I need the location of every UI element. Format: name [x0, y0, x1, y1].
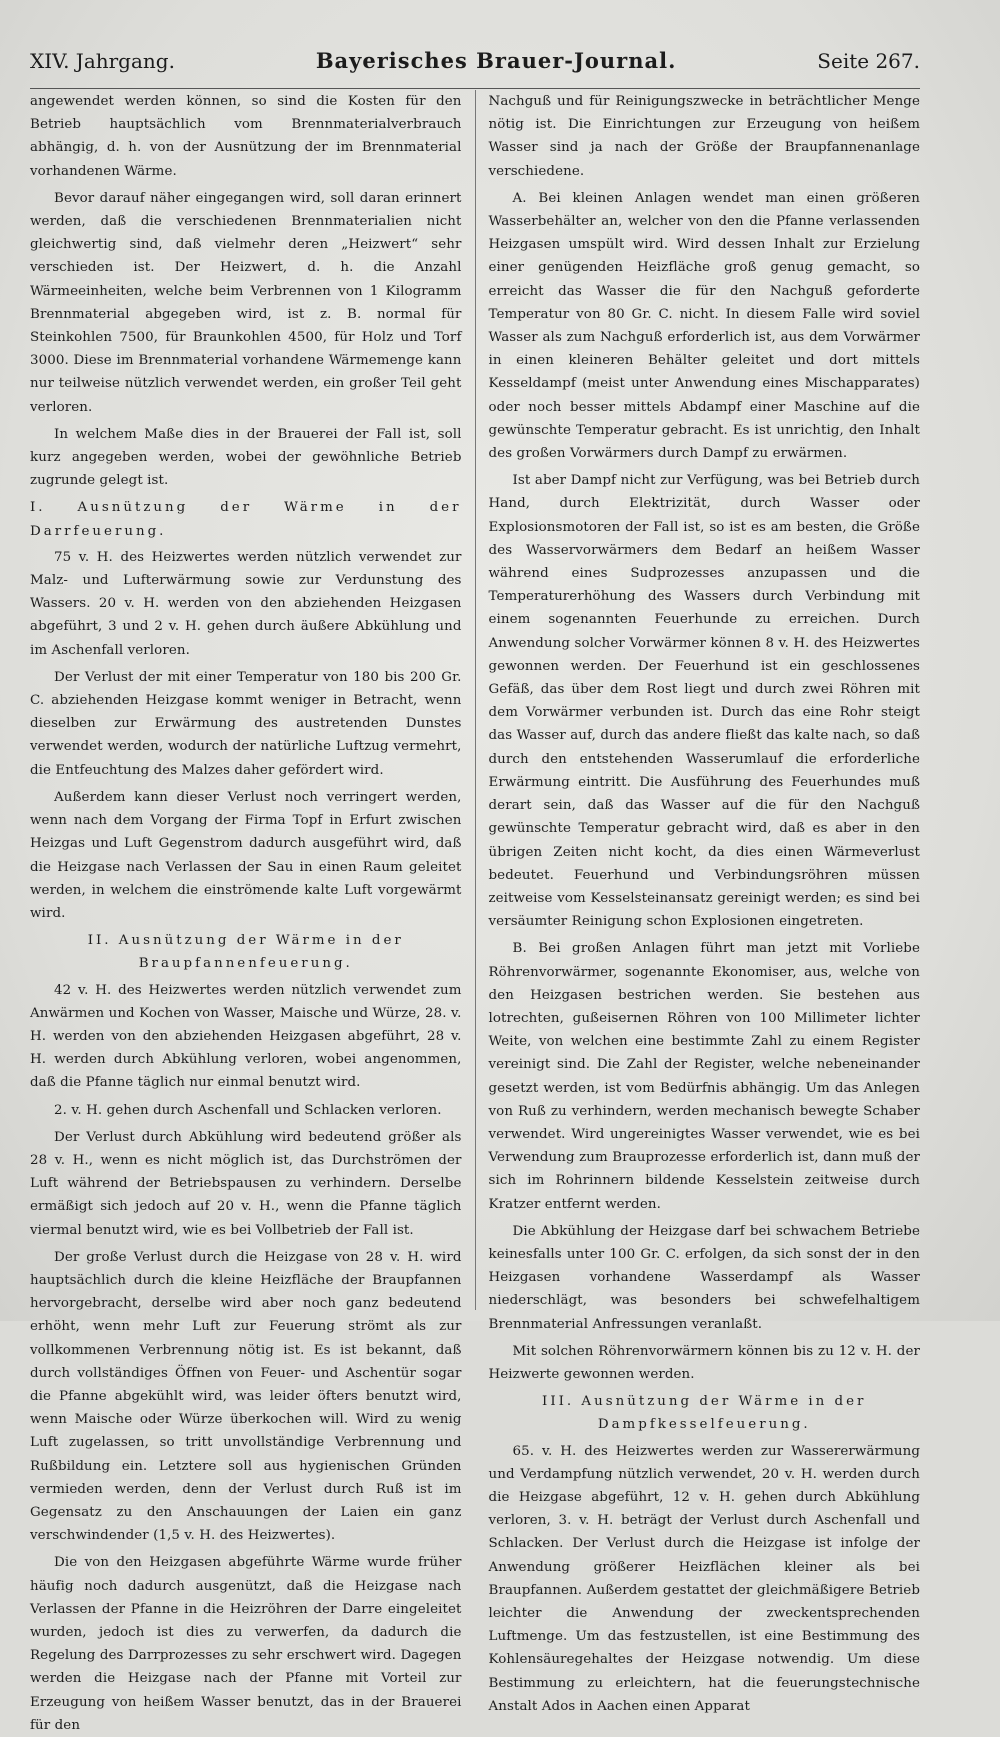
left-column: [30, 90, 475, 1733]
paragraph: 42 v. H. des Heizwertes werden nützlich verwendet zum Anwärmen und Kochen von Wasser, Maische und Würze, 28. v. H. werden von den abziehenden Heizgasen abgeführt, 28 v. H. werden durch Abkühlung verloren, wobei angenommen, daß die Pfanne täglich nur einmal benutzt wird.: [30, 982, 462, 1091]
heading-line: Braupfannenfeuerung.: [138, 956, 353, 972]
paragraph: Außerdem kann dieser Verlust noch verringert werden, wenn nach dem Vorgang der Firma Topf in Erfurt zwischen Heizgas und Luft Gegenstrom dadurch ausgeführt wird, daß die Heizgase nach Verlassen der Sau in einen Raum geleitet werden, in welchem die einströmende kalte Luft vorgewärmt wird.: [30, 789, 462, 921]
journal-title: Bayerisches Brauer-Journal.: [315, 48, 677, 73]
page-header: [30, 48, 920, 89]
paragraph: Bevor darauf näher eingegangen wird, soll daran erinnert werden, daß die verschiedenen Brennmaterialien nicht gleichwertig sind, daß vielmehr deren „Heizwert“ sehr verschieden ist. Der Heizwert, d. h. die Anzahl Wärmeeinheiten, welche beim Verbrennen von 1 Kilogramm Brennmaterial abgegeben wird, ist z. B. normal für Steinkohlen 7500, für Braunkohlen 4500, für Holz und Torf 3000. Diese im Brennmaterial vorhandene Wärmemenge kann nur teilweise nützlich verwendet werden, ein großer Teil geht verloren.: [30, 190, 462, 415]
heading-line: Dampfkesselfeuerung.: [597, 1417, 811, 1433]
paragraph: Der große Verlust durch die Heizgase von 28 v. H. wird hauptsächlich durch die kleine Heizfläche der Braupfannen hervorgebracht, derselbe wird aber noch ganz bedeutend erhöht, wenn mehr Luft zur Feuerung strömt als zur vollkommenen Verbrennung nötig ist. Es ist bekannt, daß durch vollständiges Öffnen von Feuer- und Aschentür sogar die Pfanne abgekühlt wird, was leider öfters benutzt wird, wenn Maische oder Würze überkochen will. Wird zu wenig Luft zugelassen, so tritt unvollständige Verbrennung und Rußbildung ein. Letztere soll aus hygienischen Gründen vermieden werden, denn der Verlust durch Ruß ist im Gegensatz zu den Anschauungen der Laien ein ganz verschwindender (1,5 v. H. des Heizwertes).: [30, 1249, 462, 1544]
section-heading-dampfkessel: [489, 1390, 921, 1436]
paragraph: Der Verlust der mit einer Temperatur von 180 bis 200 Gr. C. abziehenden Heizgase kommt weniger in Betracht, wenn dieselben zur Erwärmung des austretenden Dunstes verwendet werden, wodurch der natürliche Luftzug vermehrt, die Entfeuchtung des Malzes daher gefördert wird.: [30, 669, 462, 778]
heading-line: III. Ausnützung der Wärme in der: [542, 1394, 867, 1410]
paragraph: Die von den Heizgasen abgeführte Wärme wurde früher häufig noch dadurch ausgenützt, daß die Heizgase nach Verlassen der Pfanne in die Heizröhren der Darre eingeleitet wurden, jedoch ist dies zu verwerfen, da dadurch die Regelung des Darrprozesses zu sehr erschwert wird. Dagegen werden die Heizgase nach der Pfanne mit Vorteil zur Erzeugung von heißem Wasser benutzt, das in der Brauerei für den: [30, 1555, 462, 1733]
paragraph: A. Bei kleinen Anlagen wendet man einen größeren Wasserbehälter an, welcher von den die Pfanne verlassenden Heizgasen umspült wird. Wird dessen Inhalt zur Erzielung einer genügenden Heizfläche groß genug gemacht, so erreicht das Wasser die für den Nachguß geforderte Temperatur von 80 Gr. C. nicht. In diesem Falle wird soviel Wasser als zum Nachguß erforderlich ist, aus dem Vorwärmer in einen kleineren Behälter geleitet und dort mittels Kesseldampf (meist unter Anwendung eines Mischapparates) oder noch besser mittels Abdampf einer Maschine auf die gewünschte Temperatur gebracht. Es ist unrichtig, den Inhalt des großen Vorwärmers durch Dampf zu erwärmen.: [488, 190, 920, 462]
text-columns: [30, 90, 920, 1733]
paragraph: Nachguß und für Reinigungszwecke in beträchtlicher Menge nötig ist. Die Einrichtungen zur Erzeugung von heißem Wasser sind ja nach der Größe der Braupfannenanlage verschiedene.: [488, 94, 920, 179]
paragraph: In welchem Maße dies in der Brauerei der Fall ist, soll kurz angegeben werden, wobei der gewöhnliche Betrieb zugrunde gelegt ist.: [30, 426, 462, 489]
paragraph: Der Verlust durch Abkühlung wird bedeutend größer als 28 v. H., wenn es nicht möglich ist, das Durchströmen der Luft während der Betriebspausen zu verhindern. Derselbe ermäßigt sich jedoch auf 20 v. H., wenn die Pfanne täglich viermal benutzt wird, wie es bei Vollbetrieb der Fall ist.: [30, 1129, 462, 1238]
paragraph: Mit solchen Röhrenvorwärmern können bis zu 12 v. H. der Heizwerte gewonnen werden.: [488, 1343, 920, 1382]
heading-line: II. Ausnützung der Wärme in der: [87, 933, 404, 949]
paragraph: angewendet werden können, so sind die Kosten für den Betrieb hauptsächlich vom Brennmaterialverbrauch abhängig, d. h. von der Ausnützung der im Brennmaterial vorhandenen Wärme.: [30, 94, 462, 179]
volume-label: XIV. Jahrgang.: [30, 49, 175, 73]
paragraph: 75 v. H. des Heizwertes werden nützlich verwendet zur Malz- und Lufterwärmung sowie zur Verdunstung des Wassers. 20 v. H. werden von den abziehenden Heizgasen abgeführt, 3 und 2 v. H. gehen durch äußere Abkühlung und im Aschenfall verloren.: [30, 549, 462, 658]
page-number: Seite 267.: [817, 49, 920, 73]
paragraph: B. Bei großen Anlagen führt man jetzt mit Vorliebe Röhrenvorwärmer, sogenannte Ekonomiser, aus, welche von den Heizgasen bestrichen werden. Sie bestehen aus lotrechten, gußeisernen Röhren von 100 Millimeter lichter Weite, von welchen eine bestimmte Zahl zu einem Register vereinigt sind. Die Zahl der Register, welche nebeneinander gesetzt werden, ist vom Bedürfnis abhängig. Um das Anlegen von Ruß zu verhindern, werden mechanisch bewegte Schaber verwendet. Wird ungereinigtes Wasser verwendet, wie es bei Verwendung zum Brauprozesse erforderlich ist, dann muß der sich im Rohrinnern bildende Kesselstein zeitweise durch Kratzer entfernt werden.: [488, 941, 920, 1212]
section-heading-braupfannen: [30, 929, 462, 975]
paragraph: 65. v. H. des Heizwertes werden zur Wassererwärmung und Verdampfung nützlich verwendet, 20 v. H. werden durch die Heizgase abgeführt, 12 v. H. gehen durch Abkühlung verloren, 3. v. H. beträgt der Verlust durch Aschenfall und Schlacken. Der Verlust durch die Heizgase ist infolge der Anwendung größerer Heizflächen kleiner als bei Braupfannen. Außerdem gestattet der gleichmäßigere Betrieb leichter die Anwendung der zweckentsprechenden Luftmenge. Um das festzustellen, ist eine Bestimmung des Kohlensäuregehaltes der Heizgase notwendig. Um diese Bestimmung zu erleichtern, hat die feuerungstechnische Anstalt Ados in Aachen einen Apparat: [488, 1443, 920, 1714]
section-heading-darrfeuerung: I. Ausnützung der Wärme in der Darrfeuerung.: [30, 500, 462, 539]
paragraph: Die Abkühlung der Heizgase darf bei schwachem Betriebe keinesfalls unter 100 Gr. C. erfolgen, da sich sonst der in den Heizgasen vorhandene Wasserdampf als Wasser niederschlägt, was besonders bei schwefelhaltigem Brennmaterial Anfressungen veranlaßt.: [488, 1223, 920, 1332]
right-column: [476, 90, 921, 1714]
paragraph: Ist aber Dampf nicht zur Verfügung, was bei Betrieb durch Hand, durch Elektrizität, durch Wasser oder Explosionsmotoren der Fall ist, so ist es am besten, die Größe des Wasservorwärmers dem Bedarf an heißem Wasser während eines Sudprozesses anzupassen und die Temperaturerhöhung des Wassers durch Verbindung mit einem sogenannten Feuerhunde zu erreichen. Durch Anwendung solcher Vorwärmer können 8 v. H. des Heizwertes gewonnen werden. Der Feuerhund ist ein geschlossenes Gefäß, das über dem Rost liegt und durch zwei Röhren mit dem Vorwärmer verbunden ist. Durch das eine Rohr steigt das Wasser auf, durch das andere fließt das kalte nach, so daß durch den entstehenden Wasserumlauf die erforderliche Erwärmung eintritt. Die Ausführung des Feuerhundes muß derart sein, daß das Wasser auf die für den Nachguß gewünschte Temperatur gebracht wird, daß es aber in den übrigen Zeiten nicht kocht, da dies einen Wärmeverlust bedeutet. Feuerhund und Verbindungsröhren müssen zeitweise vom Kesselsteinansatz gereinigt werden; es sind bei versäumter Reinigung schon Explosionen eingetreten.: [488, 473, 920, 930]
paragraph: 2. v. H. gehen durch Aschenfall und Schlacken verloren.: [54, 1102, 442, 1118]
